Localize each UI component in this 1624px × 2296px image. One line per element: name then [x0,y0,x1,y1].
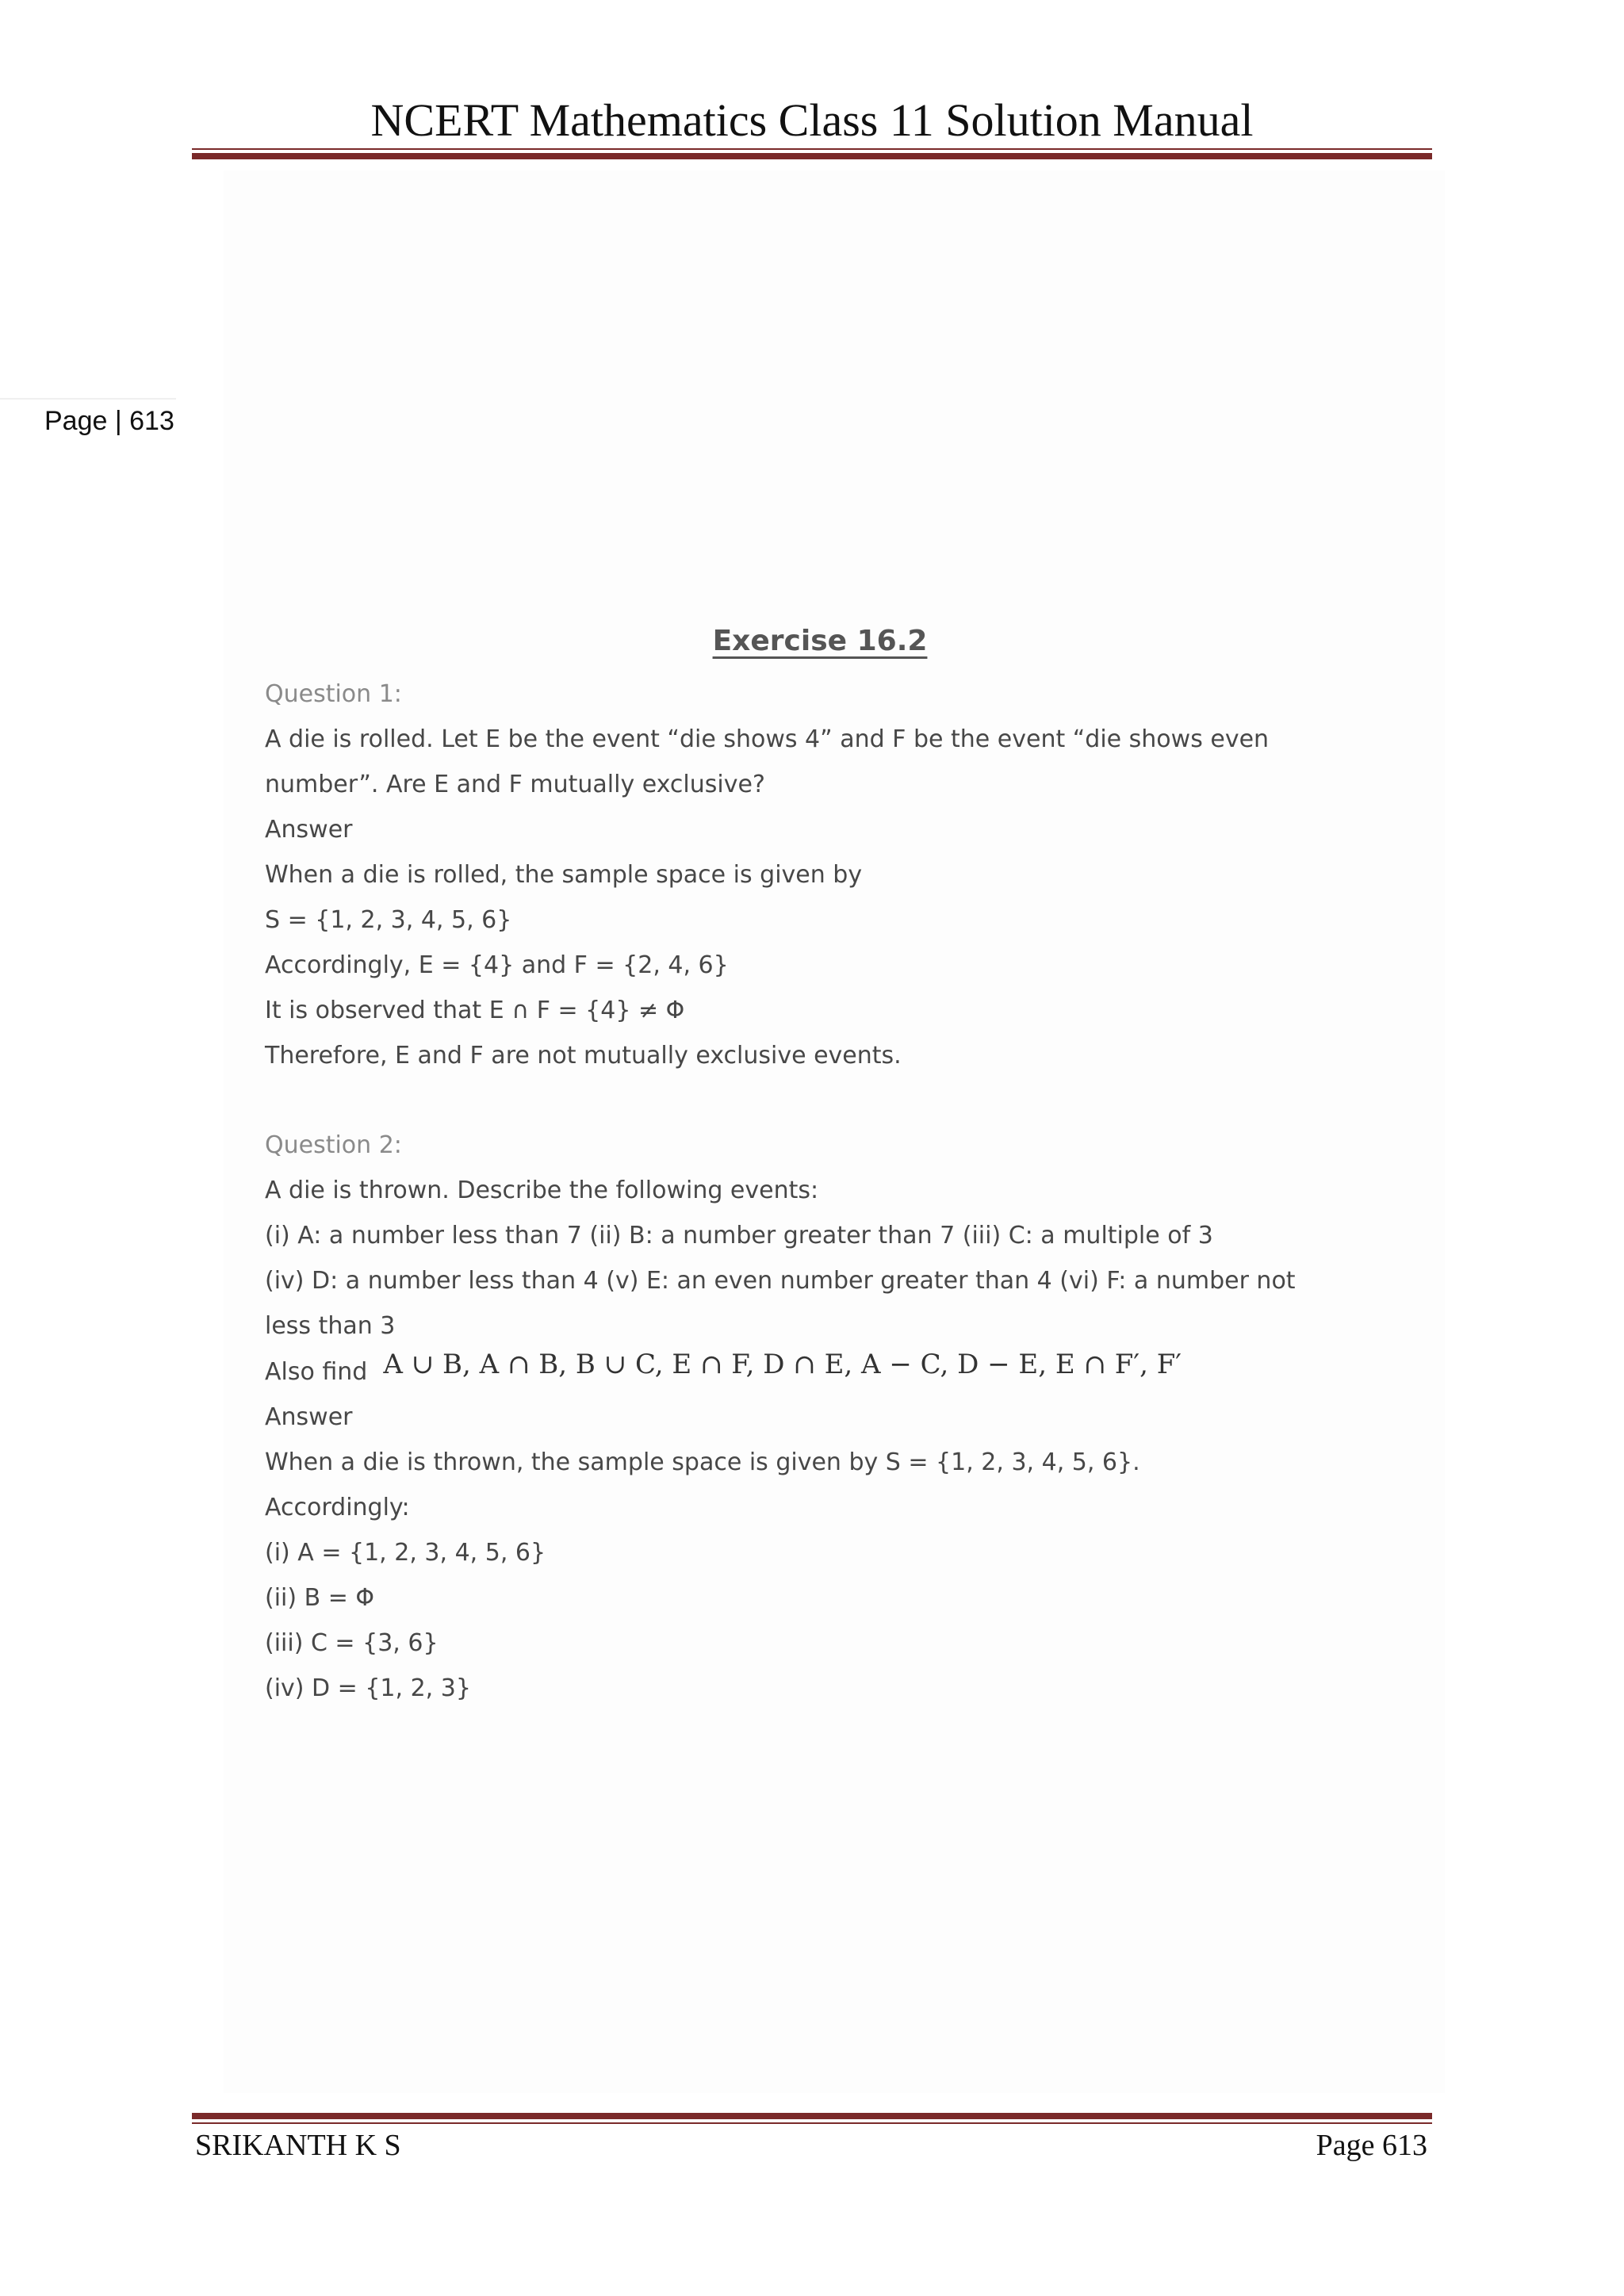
answer-2-line-2: Accordingly: [265,1494,410,1521]
exercise-title: Exercise 16.2 [712,625,928,657]
question-1-heading: Question 1: [265,680,402,708]
question-2-line-2: (i) A: a number less than 7 (ii) B: a number greater than 7 (iii) C: a multiple of 3 [265,1222,1213,1249]
answer-1-line-5: Therefore, E and F are not mutually exclusive events. [265,1042,902,1070]
question-2-also-find [265,1349,1431,1395]
answer-1-line-4: It is observed that E ∩ F = {4} ≠ Φ [265,997,685,1024]
exercise-content [265,618,1431,1711]
answer-1-label: Answer [265,816,353,844]
answer-2-line-1: When a die is thrown, the sample space is given by S = {1, 2, 3, 4, 5, 6}. [265,1448,1140,1476]
also-find-label: Also find [265,1358,368,1386]
answer-2-line-6: (iv) D = {1, 2, 3} [265,1674,471,1702]
answer-2-line-3: (i) A = {1, 2, 3, 4, 5, 6} [265,1539,546,1567]
question-2-line-1: A die is thrown. Describe the following events: [265,1177,819,1204]
question-1-line-2: number”. Are E and F mutually exclusive? [265,771,765,798]
header-title: NCERT Mathematics Class 11 Solution Manual [370,94,1254,146]
question-2-heading: Question 2: [265,1131,402,1159]
question-1-line-1: A die is rolled. Let E be the event “die shows 4” and F be the event “die shows even [265,725,1270,753]
answer-1-line-1: When a die is rolled, the sample space is given by [265,861,863,889]
question-gap [265,1078,1431,1123]
answer-2-line-4: (ii) B = Φ [265,1584,375,1612]
answer-1-line-3: Accordingly, E = {4} and F = {2, 4, 6} [265,951,729,979]
side-page-label: Page | 613 [44,406,174,436]
footer-rule-thin [192,2122,1432,2124]
footer-page-number: Page 613 [1316,2129,1427,2162]
side-divider [0,398,176,400]
header-rule-thick [192,153,1432,159]
footer-rule-thick [192,2113,1432,2119]
footer-author: SRIKANTH K S [195,2129,401,2162]
question-2-line-4: less than 3 [265,1312,396,1340]
question-2-line-3: (iv) D: a number less than 4 (v) E: an even number greater than 4 (vi) F: a number not [265,1267,1296,1295]
answer-2-label: Answer [265,1403,353,1431]
set-expressions: A ∪ B, A ∩ B, B ∪ C, E ∩ F, D ∩ E, A − C, D − E, E ∩ F′, F′ [383,1349,1182,1380]
answer-1-line-2: S = {1, 2, 3, 4, 5, 6} [265,906,512,934]
answer-2-line-5: (iii) C = {3, 6} [265,1629,439,1657]
header-rule-thin [192,148,1432,150]
